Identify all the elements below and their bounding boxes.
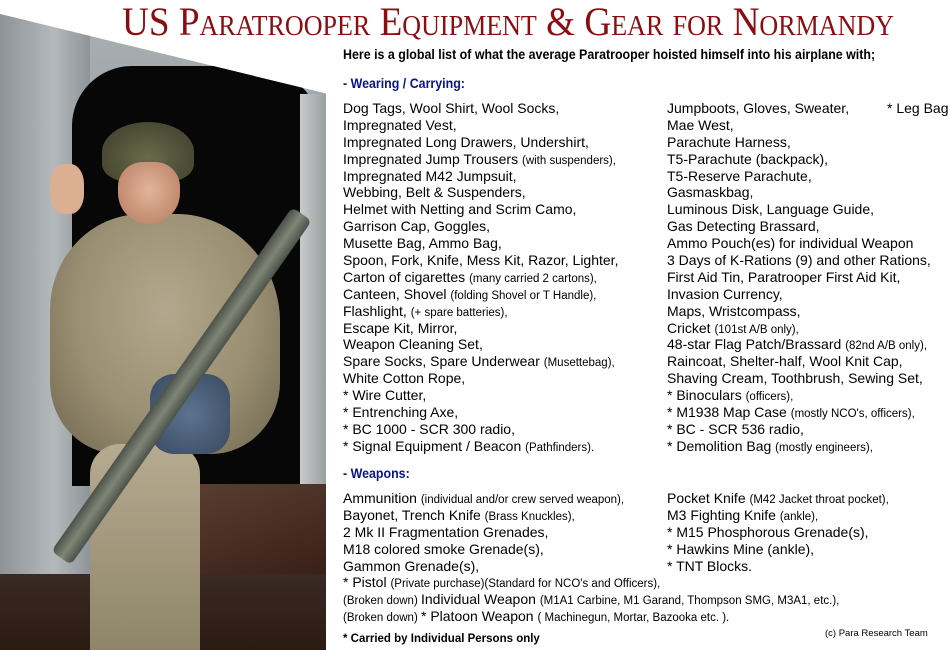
item-text: Pocket Knife [667, 490, 750, 506]
list-item [667, 387, 931, 404]
list-item [343, 336, 618, 353]
list-item [667, 541, 889, 558]
item-note: (mostly engineers), [775, 441, 873, 454]
footnote: * Carried by Individual Persons only [343, 633, 540, 645]
item-text: * Platoon Weapon [420, 608, 538, 624]
item-text: 3 Days of K-Rations (9) and other Rations, [667, 252, 931, 269]
list-item [667, 269, 931, 286]
item-text: Impregnated Jump Trousers [343, 150, 522, 167]
item-text: Gas Detecting Brassard, [667, 218, 820, 235]
item-text: * Demolition Bag [667, 437, 776, 454]
list-item [667, 117, 931, 134]
item-text: Luminous Disk, Language Guide, [667, 201, 875, 218]
list-item [667, 100, 931, 117]
item-note: ( Machinegun, Mortar, Bazooka etc. ). [537, 612, 730, 624]
item-note: (Private purchase)(Standard for NCO's and Officers), [390, 578, 661, 590]
list-item [667, 235, 931, 252]
item-text: Mae West, [667, 116, 734, 133]
item-note: (+ spare batteries), [410, 306, 508, 319]
item-text: * Binoculars [667, 387, 746, 404]
item-prefix: (Broken down) [343, 612, 421, 624]
item-note: (Brass Knuckles), [484, 510, 575, 523]
list-item [343, 184, 618, 201]
leg-bag-item: * Leg Bag [887, 100, 949, 116]
item-text: M18 colored smoke Grenade(s), [343, 540, 544, 557]
item-text: Shaving Cream, Toothbrush, Sewing Set, [667, 370, 923, 387]
item-text: 48-star Flag Patch/Brassard [667, 336, 846, 353]
item-text: Flashlight, [343, 302, 411, 319]
list-item [667, 286, 931, 303]
list-item [667, 404, 931, 421]
item-note: (individual and/or crew served weapon), [420, 494, 625, 506]
list-item [343, 421, 618, 438]
list-item [667, 134, 931, 151]
list-item [667, 524, 889, 541]
list-item [667, 151, 931, 168]
page-title: US Paratrooper Equipment & Gear for Normandy [122, 0, 894, 44]
item-text: Parachute Harness, [667, 133, 791, 150]
item-text: Escape Kit, Mirror, [343, 319, 458, 336]
list-item [343, 387, 618, 404]
item-text: 2 Mk II Fragmentation Grenades, [343, 523, 549, 540]
paratrooper-photo [0, 14, 326, 650]
item-text: Weapon Cleaning Set, [343, 336, 483, 353]
item-note: (Musettebag), [543, 357, 615, 370]
list-item [667, 336, 931, 353]
list-item [343, 320, 618, 337]
list-item [343, 404, 618, 421]
item-note: (folding Shovel or T Handle), [450, 289, 597, 302]
item-text: M3 Fighting Knife [667, 506, 780, 523]
list-item [343, 168, 618, 185]
list-item [343, 370, 618, 387]
list-item [667, 490, 889, 507]
item-text: Ammo Pouch(es) for individual Weapon [667, 235, 914, 252]
list-item [667, 370, 931, 387]
item-note: (Pathfinders). [525, 441, 595, 454]
item-text: * M1938 Map Case [667, 404, 791, 421]
list-item [343, 252, 618, 269]
item-text: Canteen, Shovel [343, 285, 451, 302]
list-item [667, 353, 931, 370]
item-text: * Pistol [343, 574, 391, 590]
list-item [343, 353, 618, 370]
item-text: * Wire Cutter, [343, 387, 427, 404]
item-text: * Signal Equipment / Beacon [343, 437, 526, 454]
item-note: (101st A/B only), [714, 323, 799, 336]
item-note: (mostly NCO's, officers), [790, 408, 915, 421]
wearing-list-left [343, 100, 618, 455]
item-text: Garrison Cap, Goggles, [343, 218, 491, 235]
item-note: (with suspenders), [521, 154, 616, 167]
list-item [343, 218, 618, 235]
waving-hand [50, 164, 84, 214]
item-text: T5-Reserve Parachute, [667, 167, 812, 184]
item-text: * BC - SCR 536 radio, [667, 420, 804, 437]
item-note: (many carried 2 cartons), [469, 272, 597, 285]
item-text: * M15 Phosphorous Grenade(s), [667, 523, 869, 540]
intro-text: Here is a global list of what the average Paratrooper hoisted himself into his airplane with; [343, 47, 876, 62]
item-text: Spare Socks, Spare Underwear [343, 353, 544, 370]
list-item [667, 252, 931, 269]
item-text: * BC 1000 - SCR 300 radio, [343, 420, 515, 437]
item-text: Musette Bag, Ammo Bag, [343, 235, 502, 252]
item-text: Maps, Wristcompass, [667, 302, 801, 319]
item-note: (82nd A/B only), [845, 340, 928, 353]
list-item [667, 421, 931, 438]
list-item [343, 303, 618, 320]
list-item [667, 303, 931, 320]
item-text: Cricket [667, 319, 715, 336]
list-item [343, 524, 624, 541]
item-text: Impregnated Vest, [343, 116, 457, 133]
item-text: Raincoat, Shelter-half, Wool Knit Cap, [667, 353, 903, 370]
item-text: Gammon Grenade(s), [343, 557, 480, 574]
copyright: (c) Para Research Team [825, 628, 928, 639]
item-note: (M1A1 Carbine, M1 Garand, Thompson SMG, M3A1, etc.), [539, 595, 840, 607]
list-item [343, 438, 618, 455]
list-item [343, 235, 618, 252]
list-item [343, 558, 624, 575]
list-item [343, 134, 618, 151]
soldier-face [118, 162, 180, 224]
wearing-heading: - Wearing / Carrying: [343, 76, 465, 91]
item-text: Helmet with Netting and Scrim Camo, [343, 201, 577, 218]
item-text: Jumpboots, Gloves, Sweater, [667, 100, 850, 116]
item-text: T5-Parachute (backpack), [667, 150, 829, 167]
list-item [343, 490, 624, 507]
item-text: * Entrenching Axe, [343, 404, 459, 421]
list-item [343, 201, 618, 218]
item-text: First Aid Tin, Paratrooper First Aid Kit, [667, 268, 901, 285]
list-item [343, 151, 618, 168]
item-text: Spoon, Fork, Knife, Mess Kit, Razor, Lighter, [343, 252, 619, 269]
item-text: Dog Tags, Wool Shirt, Wool Socks, [343, 100, 560, 116]
weapons-list-right [667, 490, 889, 574]
weapons-heading: - Weapons: [343, 466, 410, 481]
list-item [667, 201, 931, 218]
item-note: (officers), [745, 391, 794, 404]
item-text: Bayonet, Trench Knife [343, 506, 485, 523]
list-item [667, 558, 889, 575]
weapons-list-left [343, 490, 624, 574]
item-text: Impregnated M42 Jumpsuit, [343, 167, 517, 184]
item-prefix: (Broken down) [343, 595, 421, 607]
list-item [343, 269, 618, 286]
item-text: Impregnated Long Drawers, Undershirt, [343, 133, 589, 150]
item-text: Gasmaskbag, [667, 184, 754, 201]
list-item [343, 541, 624, 558]
list-item [667, 218, 931, 235]
list-item [343, 117, 618, 134]
item-text: Ammunition [343, 490, 421, 506]
item-text: White Cotton Rope, [343, 370, 466, 387]
item-text: Invasion Currency, [667, 285, 783, 302]
list-item [667, 438, 931, 455]
list-item [343, 608, 729, 627]
item-text: * TNT Blocks. [667, 557, 753, 574]
list-item [667, 320, 931, 337]
item-text: * Hawkins Mine (ankle), [667, 540, 815, 557]
list-item [667, 507, 889, 524]
list-item [343, 100, 618, 117]
item-note: (ankle), [779, 510, 819, 523]
list-item [667, 184, 931, 201]
item-text: Carton of cigarettes [343, 268, 470, 285]
wearing-list-right [667, 100, 931, 455]
item-text: Individual Weapon [420, 591, 540, 607]
item-note: (M42 Jacket throat pocket), [749, 494, 889, 506]
list-item [343, 507, 624, 524]
item-text: Webbing, Belt & Suspenders, [343, 184, 526, 201]
list-item [343, 286, 618, 303]
list-item [667, 168, 931, 185]
